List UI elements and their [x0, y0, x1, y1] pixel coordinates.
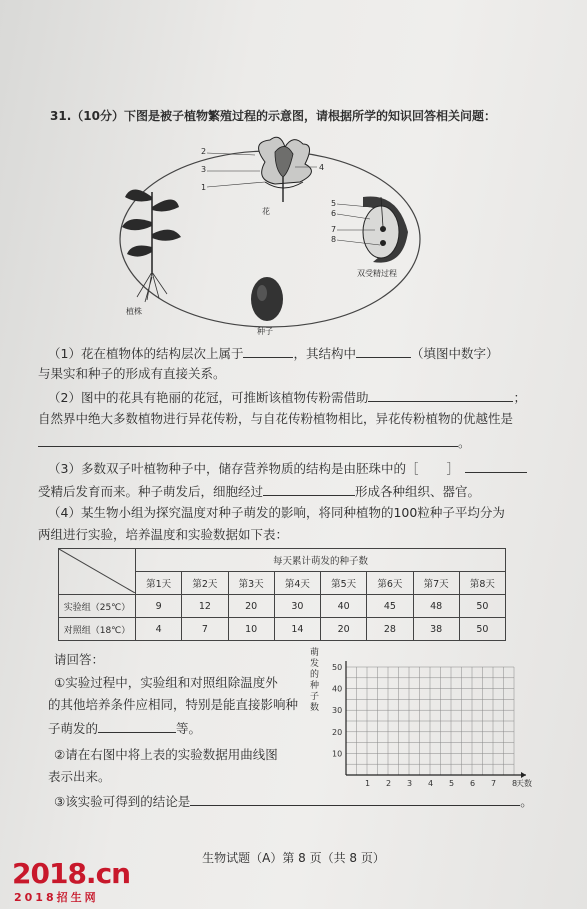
table-cell: 48 — [413, 595, 459, 618]
y-tick-label: 50 — [332, 663, 343, 672]
a1-end: 等。 — [176, 721, 202, 736]
a3-text: ③该实验可得到的结论是 — [54, 794, 191, 809]
table-cell: 14 — [274, 618, 320, 641]
q3-blank-1[interactable] — [465, 460, 527, 473]
y-tick-label: 10 — [332, 749, 343, 759]
q3-line1 — [48, 460, 527, 477]
label-plant: 植株 — [126, 307, 142, 316]
q2-blank-2[interactable] — [38, 434, 458, 447]
y-tick-label: 30 — [332, 706, 343, 716]
table-row — [59, 618, 506, 641]
table-row — [59, 595, 506, 618]
a3-end: 。 — [520, 794, 533, 809]
label-num-1: 1 — [201, 183, 207, 192]
table-day-header: 第7天 — [413, 572, 459, 595]
y-tick-label: 40 — [332, 684, 343, 694]
row-label: 实验组（25℃） — [59, 595, 136, 618]
page-footer: 生物试题（A）第 8 页（共 8 页） — [202, 851, 385, 865]
x-axis-label: 天数 — [516, 779, 532, 788]
row-label: 对照组（18℃） — [59, 618, 136, 641]
q2-text: （2）图中的花具有艳丽的花冠，可推断该植物传粉需借助 — [48, 390, 369, 405]
a2-line2: 表示出来。 — [48, 769, 111, 784]
x-axis-arrow — [521, 772, 526, 778]
seed-illustration — [251, 277, 283, 321]
label-fertilization: 双受精过程 — [357, 269, 397, 278]
table-day-header: 第3天 — [228, 572, 274, 595]
q2-blank-1[interactable] — [368, 389, 513, 402]
table-cell: 4 — [136, 618, 182, 641]
table-cell: 50 — [459, 595, 505, 618]
q3-text-a: （3）多数双子叶植物种子中，储存营养物质的结构是由胚珠中的［ — [48, 461, 419, 476]
a1-text: 子萌发的 — [48, 721, 99, 736]
x-tick-label: 4 — [428, 779, 434, 788]
table-corner-cell — [59, 549, 136, 595]
table-day-header: 第2天 — [182, 572, 228, 595]
q1-line1 — [48, 345, 499, 362]
q2-end: ； — [513, 390, 526, 405]
site-logo: 2018.cn — [12, 857, 131, 890]
q2-line1 — [48, 389, 526, 406]
question-header: 31.（10分）下图是被子植物繁殖过程的示意图，请根据所学的知识回答相关问题： — [50, 109, 496, 123]
double-fertilization-illustration — [363, 196, 408, 262]
q4-line1: （4）某生物小组为探究温度对种子萌发的影响，将同种植物的100粒种子平均分为 — [48, 505, 505, 520]
table-cell: 20 — [321, 618, 367, 641]
label-num-8: 8 — [331, 235, 337, 244]
x-tick-label: 6 — [470, 779, 476, 788]
q1-line2: 与果实和种子的形成有直接关系。 — [38, 366, 226, 381]
table-cell: 9 — [136, 595, 182, 618]
table-cell: 12 — [182, 595, 228, 618]
table-cell: 28 — [367, 618, 413, 641]
table-day-header: 第5天 — [321, 572, 367, 595]
label-flower: 花 — [262, 207, 270, 216]
flower-illustration — [259, 137, 312, 202]
table-cell: 45 — [367, 595, 413, 618]
table-cell: 10 — [228, 618, 274, 641]
table-day-header: 第1天 — [136, 572, 182, 595]
table-cell: 7 — [182, 618, 228, 641]
x-tick-label: 7 — [491, 779, 497, 788]
x-tick-label: 8 — [512, 779, 518, 788]
q4-line2: 两组进行实验，培养温度和实验数据如下表： — [38, 527, 289, 542]
table-cell: 38 — [413, 618, 459, 641]
q2-line2: 自然界中绝大多数植物进行异花传粉，与自花传粉植物相比，异花传粉植物的优越性是 — [38, 411, 514, 426]
table-day-header: 第6天 — [367, 572, 413, 595]
a1-blank[interactable] — [98, 720, 176, 733]
a1-line2: 的其他培养条件应相同，特别是能直接影响种 — [48, 697, 299, 712]
q3-blank-2[interactable] — [263, 483, 355, 496]
a1-line1: ①实验过程中，实验组和对照组除温度外 — [54, 675, 278, 690]
label-num-3: 3 — [201, 165, 207, 174]
table-cell: 30 — [274, 595, 320, 618]
table-cell: 20 — [228, 595, 274, 618]
site-logo-sub: 2018招生网 — [14, 891, 99, 904]
y-tick-label: 20 — [332, 727, 343, 737]
label-num-2: 2 — [201, 147, 207, 156]
answers-prompt: 请回答： — [54, 652, 105, 667]
q1-text-a: （1）花在植物体的结构层次上属于 — [48, 346, 244, 361]
table-day-header: 第8天 — [459, 572, 505, 595]
q1-blank-1[interactable] — [243, 345, 293, 358]
label-seed: 种子 — [257, 327, 273, 336]
reproduction-diagram — [95, 127, 450, 345]
germination-chart[interactable] — [318, 655, 533, 797]
q1-text-b: ，其结构中 — [293, 346, 356, 361]
q1-blank-2[interactable] — [356, 345, 411, 358]
q2-line3-end: 。 — [458, 435, 471, 450]
chart-ylabel: 萌发的种子数 — [310, 648, 320, 713]
q3-line2 — [38, 483, 480, 500]
q3-text-b: ］ — [446, 461, 459, 476]
table-cell: 40 — [321, 595, 367, 618]
x-tick-label: 3 — [407, 779, 413, 788]
label-num-4: 4 — [319, 163, 325, 172]
table-cell: 50 — [459, 618, 505, 641]
x-tick-label: 2 — [386, 779, 392, 788]
germination-table — [58, 548, 506, 641]
a1-line3 — [48, 720, 201, 737]
q2-line3 — [38, 434, 471, 451]
q3-text-c: 受精后发育而来。种子萌发后，细胞经过 — [38, 484, 264, 499]
table-day-header: 第4天 — [274, 572, 320, 595]
label-num-5: 5 — [331, 199, 337, 208]
label-num-6: 6 — [331, 209, 337, 218]
q3-text-d: 形成各种组织、器官。 — [355, 484, 481, 499]
q1-text-c: （填图中数字） — [410, 346, 499, 361]
label-num-7: 7 — [331, 225, 337, 234]
x-tick-label: 5 — [449, 779, 455, 788]
a2-line1: ②请在右图中将上表的实验数据用曲线图 — [54, 747, 278, 762]
x-tick-label: 1 — [365, 779, 371, 788]
table-title: 每天累计萌发的种子数 — [136, 549, 506, 572]
